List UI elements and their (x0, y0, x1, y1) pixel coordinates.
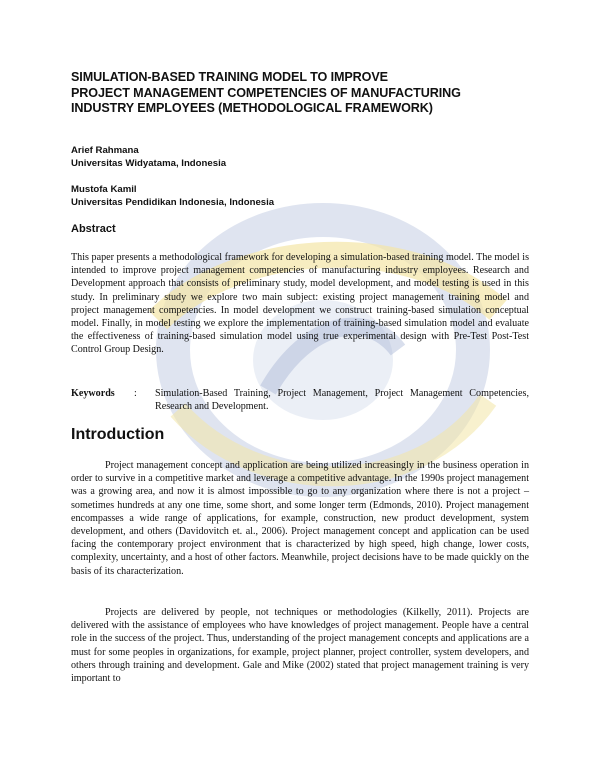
author-affiliation: Universitas Widyatama, Indonesia (71, 158, 227, 169)
abstract-heading: Abstract (71, 223, 116, 235)
title-line-2: PROJECT MANAGEMENT COMPETENCIES OF MANUFACTURING (71, 85, 461, 100)
abstract-text: This paper presents a methodological framework for developing a simulation-based training model. The model is intended to improve project management competencies of manufacturing industry employees. Research and Development approach that consists of preliminary study, model development, and model testing is used in this study. In preliminary study we explore two main subject: existing project management training model and project management competencies. In model development we construct training-based simulation conceptual model. Finally, in model testing we explore the implementation of training-based simulation model and evaluate the effectiveness of training-based simulation model using true experimental design with Pre-Test Post-Test Control Group Design. (71, 252, 529, 356)
author-name: Arief Rahmana (71, 145, 139, 156)
title-line-1: SIMULATION-BASED TRAINING MODEL TO IMPROVE (71, 70, 388, 84)
author-block-2 (71, 183, 274, 209)
author-name: Mustofa Kamil (71, 184, 137, 195)
intro-paragraph-1: Project management concept and application are being utilized increasingly in the business operation in order to survive in a competitive market and leverage a competitive advantage. In the 1990s project management was a growing area, and now it is almost impossible to go to any organization where there is not a project – sometimes hundreds at any one time, some short, and some longer term (Edmonds, 2010). Project management encompasses a wide range of applications, for example, construction, new product development, system development, and others (Davidovitch et. al., 2006). Project management concept and application can be used facing the contemporary project environment that is characterized by high speed, high change, lower costs, complexity, uncertainty, and a host of other factors. Meanwhile, project decisions have to be made quickly on the basis of its characterization. (71, 460, 529, 577)
keywords-text: Simulation-Based Training, Project Management, Project Management Competencies, Research and Development. (155, 388, 529, 413)
keywords-label: Keywords (71, 388, 115, 399)
introduction-heading: Introduction (71, 426, 165, 443)
author-affiliation: Universitas Pendidikan Indonesia, Indonesia (71, 197, 275, 208)
author-block-1 (71, 144, 226, 170)
keywords-separator: : (134, 388, 137, 399)
title-line-3: INDUSTRY EMPLOYEES (METHODOLOGICAL FRAMEWORK) (71, 101, 433, 115)
intro-paragraph-2: Projects are delivered by people, not techniques or methodologies (Kilkelly, 2011). Projects are delivered with the assistance of employees who have knowledges of project management. People have a central role in the success of the project. Thus, understanding of the project management concepts and applications are a must for some peoples in organizations, for example, project planner, project controller, system developers, and others through training and development. Gale and Mike (2002) stated that project management training is very important to (71, 607, 529, 685)
paper-title (71, 70, 531, 117)
